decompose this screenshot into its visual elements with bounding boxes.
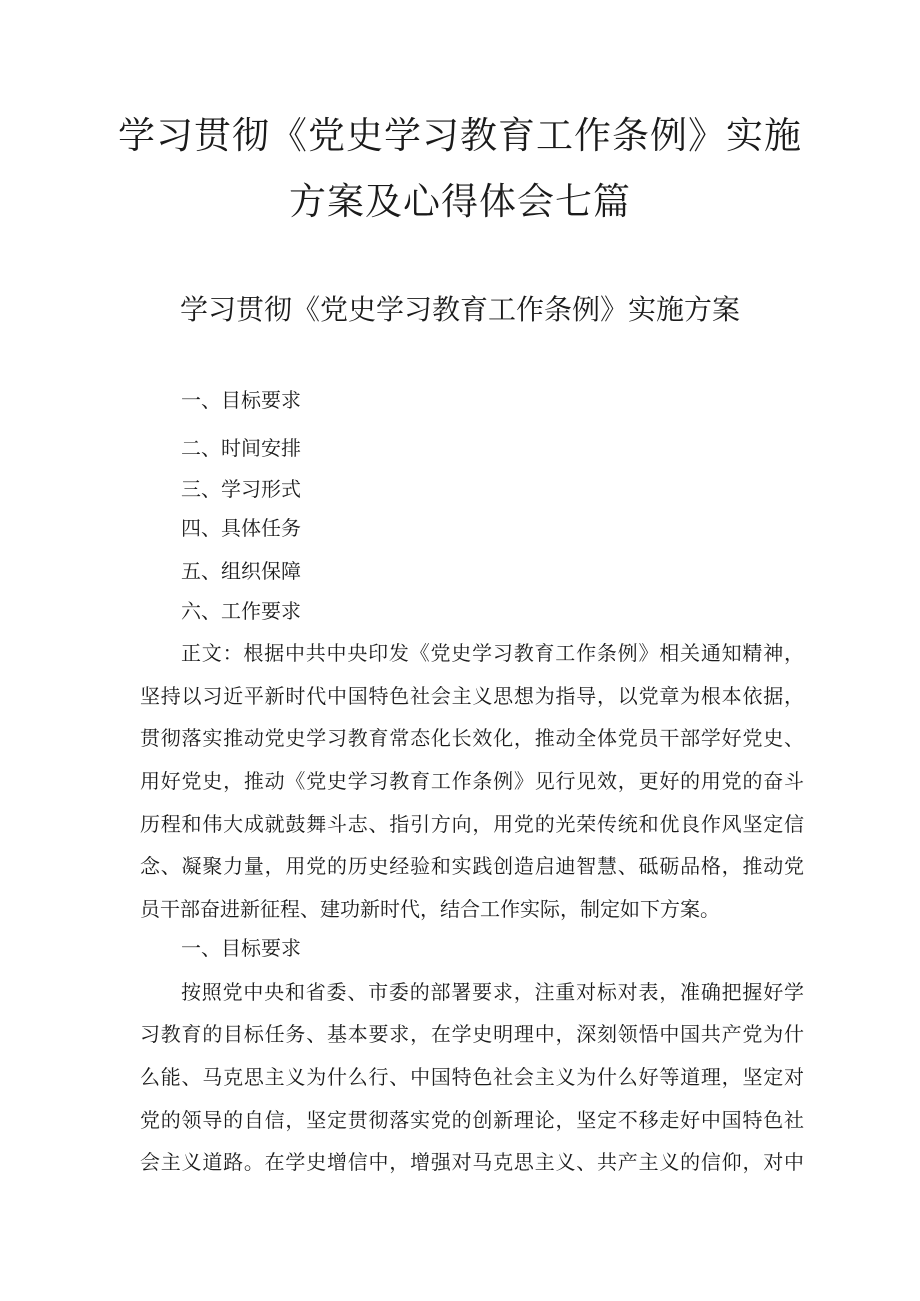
main-title-line-2: 方案及心得体会七篇 — [289, 180, 631, 223]
paragraph-line: 念、凝聚力量，用党的历史经验和实践创造启迪智慧、砥砺品格，推动党 — [140, 854, 804, 878]
outline-item: 六、工作要求 — [181, 599, 301, 623]
paragraph-line: 员干部奋进新征程、建功新时代，结合工作实际，制定如下方案。 — [140, 897, 720, 921]
paragraph-line: 坚持以习近平新时代中国特色社会主义思想为指导，以党章为根本依据， — [140, 684, 804, 708]
outline-item: 四、具体任务 — [181, 516, 301, 540]
paragraph-line: 正文：根据中共中央印发《党史学习教育工作条例》相关通知精神， — [181, 641, 804, 665]
sub-title: 学习贯彻《党史学习教育工作条例》实施方案 — [179, 293, 740, 326]
paragraph-line: 用好党史，推动《党史学习教育工作条例》见行见效，更好的用党的奋斗 — [140, 769, 804, 793]
paragraph-line: 么能、马克思主义为什么行、中国特色社会主义为什么好等道理，坚定对 — [140, 1065, 804, 1089]
main-title-line-1: 学习贯彻《党史学习教育工作条例》实施 — [118, 114, 802, 157]
outline-item: 三、学习形式 — [181, 477, 301, 501]
paragraph-line: 按照党中央和省委、市委的部署要求，注重对标对表，准确把握好学 — [181, 980, 804, 1004]
paragraph-line: 历程和伟大成就鼓舞斗志、指引方向，用党的光荣传统和优良作风坚定信 — [140, 812, 804, 836]
paragraph-line: 习教育的目标任务、基本要求，在学史明理中，深刻领悟中国共产党为什 — [140, 1022, 804, 1046]
paragraph-line: 贯彻落实推动党史学习教育常态化长效化，推动全体党员干部学好党史、 — [140, 726, 804, 750]
outline-item: 五、组织保障 — [181, 559, 301, 583]
paragraph-line: 党的领导的自信，坚定贯彻落实党的创新理论，坚定不移走好中国特色社 — [140, 1108, 804, 1132]
outline-item: 二、时间安排 — [181, 436, 301, 460]
paragraph-line: 会主义道路。在学史增信中，增强对马克思主义、共产主义的信仰，对中 — [140, 1150, 804, 1174]
outline-item: 一、目标要求 — [181, 388, 301, 412]
section-heading: 一、目标要求 — [181, 936, 301, 960]
